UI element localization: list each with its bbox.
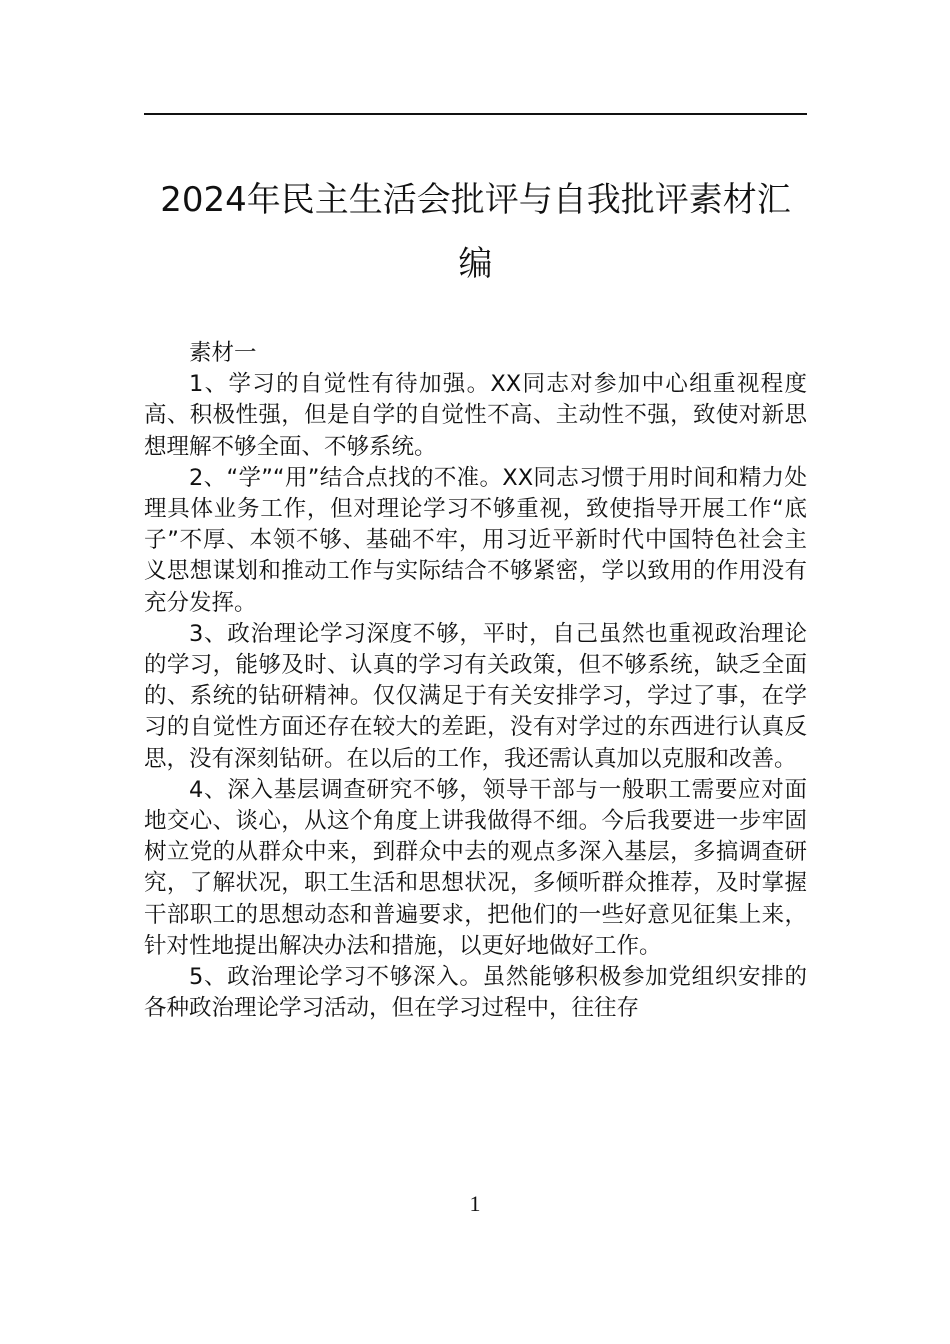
header-rule bbox=[144, 113, 807, 115]
section-label: 素材一 bbox=[189, 340, 257, 366]
paragraph-5: 5、政治理论学习不够深入。虽然能够积极参加党组织安排的各种政治理论学习活动，但在学习过程中，往往存 bbox=[144, 964, 807, 1022]
paragraph-2: 2、“学”“用”结合点找的不准。XX同志习惯于用时间和精力处理具体业务工作，但对理论学习不够重视，致使指导开展工作“底子”不厚、本领不够、基础不牢，用习近平新时代中国特色社会主义思想谋划和推动工作与实际结合不够紧密，学以致用的作用没有充分发挥。 bbox=[144, 464, 807, 616]
paragraph-4: 4、深入基层调查研究不够，领导干部与一般职工需要应对面地交心、谈心，从这个角度上讲我做得不细。今后我要进一步牢固树立党的从群众中来，到群众中去的观点多深入基层，多搞调查研究，了解状况，职工生活和思想状况，多倾听群众推荐，及时掌握干部职工的思想动态和普遍要求，把他们的一些好意见征集上来，针对性地提出解决办法和措施，以更好地做好工作。 bbox=[144, 776, 807, 959]
document-title: 2024年民主生活会批评与自我批评素材汇编 bbox=[160, 180, 791, 284]
page-number: 1 bbox=[469, 1191, 481, 1216]
document-body bbox=[144, 338, 807, 1024]
paragraph-1: 1、学习的自觉性有待加强。XX同志对参加中心组重视程度高、积极性强，但是自学的自觉性不高、主动性不强，致使对新思想理解不够全面、不够系统。 bbox=[144, 371, 807, 460]
paragraph-3: 3、政治理论学习深度不够，平时，自己虽然也重视政治理论的学习，能够及时、认真的学习有关政策，但不够系统，缺乏全面的、系统的钻研精神。仅仅满足于有关安排学习，学过了事，在学习的自觉性方面还存在较大的差距，没有对学过的东西进行认真反思，没有深刻钻研。在以后的工作，我还需认真加以克服和改善。 bbox=[144, 620, 807, 772]
